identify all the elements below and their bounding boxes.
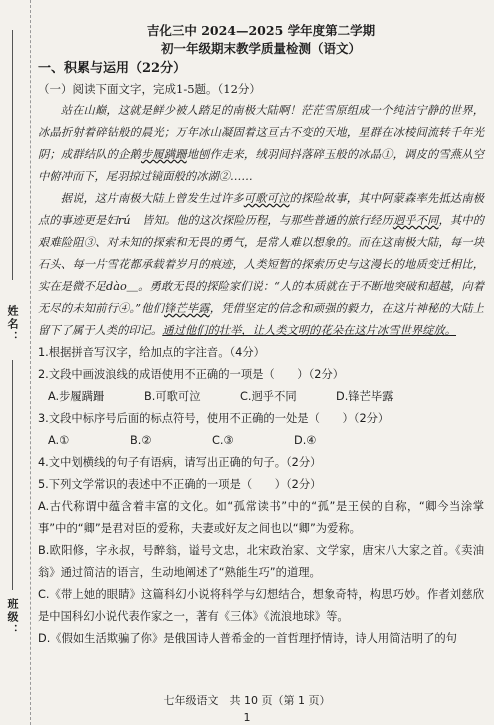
q2-option-a: A.步履蹒跚: [48, 390, 105, 403]
page-number: 1: [243, 711, 251, 724]
margin-rule-bottom: [12, 360, 13, 590]
passage-paragraph-2: 据说，这片南极大陆上曾发生过许多可歌可泣的探险故事，其中阿蒙森率先抵达南极点的事迹更是妇rú 皆知。他的这次探险历程，与那些普通的旅行经历迥乎不同，其中的艰难险阻③、对未知的探索和无畏的勇气，是常人难以想象的。而在这南极大陆，每一块石头、每一片雪花都承载着岁月的痕迹，人类短暂的探索历史与这漫长的地质变迁相比，实在是微不足dào＿。勇敢无畏的探险家们说：“人的本质就在于不断地突破和超越，向着无尽的未知前行④。”他们锋芒毕露，凭借坚定的信念和顽强的毅力，在这片神秘的大陆上留下了属于人类的印记。通过他们的壮举，让人类文明的花朵在这片冰雪世界绽放。: [38, 192, 484, 337]
q2-option-b: B.可歌可泣: [144, 390, 201, 403]
q3-option-d: D.④: [294, 434, 317, 447]
exam-header-school: 吉化三中 2024—2025 学年度第二学期: [146, 23, 376, 38]
q2-option-d: D.锋芒毕露: [336, 390, 394, 403]
q3-option-b: B.②: [130, 434, 152, 447]
underlined-faulty-sentence: 通过他们的壮举，让人类文明的花朵在这片冰雪世界绽放。: [162, 324, 457, 337]
name-label: 姓名：: [6, 305, 19, 344]
passage-paragraph-1: 站在山巅，这就是鲜少被人踏足的南极大陆啊！茫茫雪原组成一个纯洁宁静的世界，冰晶折射着碎钻般的晨光；万年冰山凝固着这亘古不变的天地，星群在冰棱间流转千年光阴；成群结队的企鹅步履蹒跚地刨作走来，绒羽间抖落碎玉般的冰晶①，调皮的雪燕从空中俯冲而下，尾羽掠过镜面般的冰湖②……: [38, 104, 484, 183]
question-3-options: [38, 430, 484, 452]
q5-option-a: A.古代称谓中蕴含着丰富的文化。如“孤常读书”中的“孤”是王侯的自称，“卿今当涂掌事”中的“卿”是君对臣的爱称，夫妻或好友之间也以“卿”为爱称。: [38, 500, 484, 535]
wavy-idiom-1: 步履蹒跚: [140, 148, 187, 161]
binding-margin: [0, 0, 31, 725]
class-label: 班级：: [6, 598, 19, 637]
question-4: 4.文中划横线的句子有语病，请写出正确的句子。（2分）: [38, 456, 322, 469]
question-5: 5.下列文学常识的表述中不正确的一项是（ ）（2分）: [38, 478, 322, 491]
exam-header-title: 初一年级期末教学质量检测（语文）: [160, 41, 361, 56]
wavy-idiom-4: 锋芒毕露: [164, 302, 210, 315]
question-2-options: [38, 386, 484, 408]
exam-page: [38, 22, 484, 650]
q5-option-c: C.《带上她的眼睛》这篇科幻小说将科学与幻想结合，想象奇特，构思巧妙。作者刘慈欣是中国科幻小说代表作家之一，著有《三体》《流浪地球》等。: [38, 588, 484, 623]
q3-option-c: C.③: [212, 434, 234, 447]
section-title: 一、积累与运用（22分）: [38, 61, 187, 76]
question-3: 3.文段中标序号后面的标点符号，使用不正确的一处是（ ）（2分）: [38, 412, 390, 425]
question-1: 1.根据拼音写汉字，给加点的字注音。（4分）: [38, 346, 265, 359]
wavy-idiom-2: 可歌可泣: [243, 192, 290, 205]
q5-option-d: D.《假如生活欺骗了你》是俄国诗人普希金的一首哲理抒情诗，诗人用简洁明了的句: [38, 632, 457, 645]
margin-rule-top: [12, 30, 13, 280]
q3-option-a: A.①: [48, 434, 70, 447]
q5-option-b: B.欧阳修，字永叔，号醉翁，谥号文忠，北宋政治家、文学家，唐宋八大家之首。《卖油翁》通过简洁的语言，生动地阐述了“熟能生巧”的道理。: [38, 544, 484, 579]
question-list: [38, 342, 484, 650]
section-intro: （一）阅读下面文字，完成1-5题。（12分）: [38, 82, 261, 96]
question-2: 2.文段中画波浪线的成语使用不正确的一项是（ ）（2分）: [38, 368, 345, 381]
page-footer: 七年级语文 共 10 页（第 1 页）: [163, 694, 331, 707]
reading-passage: [38, 100, 484, 342]
q2-option-c: C.迥乎不同: [240, 390, 297, 403]
wavy-idiom-3: 迥乎不同: [392, 214, 439, 227]
